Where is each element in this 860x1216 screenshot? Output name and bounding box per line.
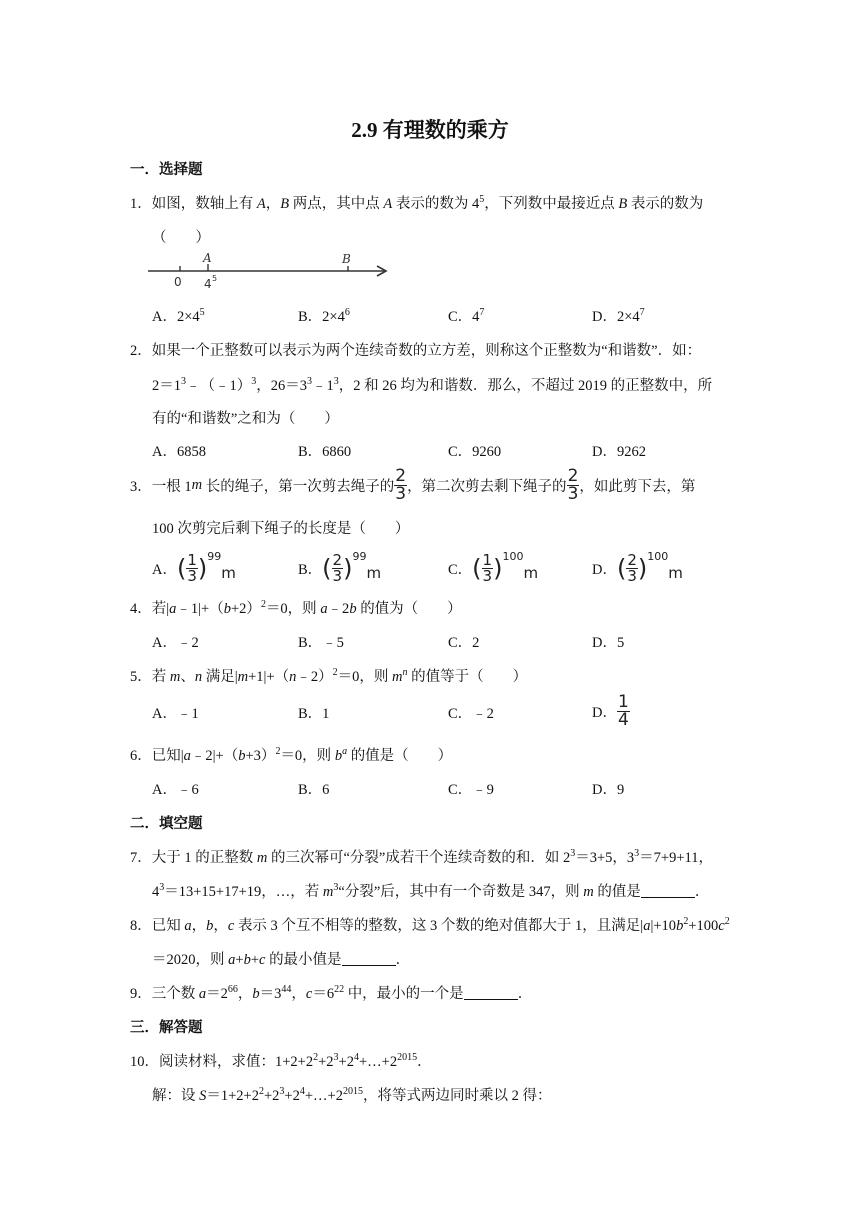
q3-option-b: B．( $\frac{2}{3}$ )$^{99}$m	[298, 550, 382, 586]
question-2-line-3: 有的“和谐数”之和为（ ）	[152, 411, 339, 427]
question-10-text: 10．阅读材料，求值：$1+2+2^2+2^3+2^4+\dots+2^{2015}$．	[130, 1052, 432, 1070]
question-3-line-1: 3．一根 1m 长的绳子，第一次剪去绳子的 $\frac{2}{3}$ ，第二次剪去剩下绳子的 $\frac{2}{3}$ ，如此剪下去，第	[130, 466, 696, 504]
fraction-two-thirds: $\frac{2}{3}$	[567, 466, 579, 504]
q5-option-a: A．﹣1	[152, 706, 199, 722]
q2-option-a: A．6858	[152, 444, 206, 460]
question-9-text: 9．三个数 $a=2^{66}$，$b=3^{44}$，$c=6^{22}$ 中，最小的一个是 ．	[130, 984, 533, 1002]
label-a-exp: 5	[212, 274, 218, 283]
question-5-text: 5．若 m、n 满足|m+1|+（n﹣2）$^2$＝0，则 $m^n$ 的值等于（ ）	[130, 667, 528, 685]
number-line-figure	[146, 248, 392, 292]
question-3-line-2: 100 次剪完后剩下绳子的长度是（ ）	[152, 521, 410, 537]
q2-option-b: B．6860	[298, 444, 352, 460]
section-heading-answer: 三．解答题	[130, 1020, 203, 1036]
question-7-line-2: $4^3=13+15+17+19$，…，若 $m^3“$分裂”后，其中有一个奇数是 347，则 m 的值是 ．	[152, 882, 710, 900]
q4-option-b: B．﹣5	[298, 635, 344, 651]
label-b: B	[342, 252, 351, 266]
question-10-solution: 解：设 $S=1+2+2^2+2^3+2^4+\dots+2^{2015}$，将等式两边同时乘以 2 得：	[152, 1086, 552, 1104]
q1-option-a: A．$2\times 4^5$	[152, 307, 205, 325]
question-1-text: 1．如图，数轴上有 A，B 两点，其中点 A 表示的数为 $4^5$，下列数中最接近点 B 表示的数为	[130, 194, 704, 212]
label-zero: 0	[174, 275, 182, 289]
question-2-line-2: $2=1^3﹣(﹣1)^3$，$26=3^3﹣1^3$，2 和 26 均为和谐数．那么，不超过 2019 的正整数中，所	[152, 376, 713, 394]
label-a-value: 4	[204, 277, 212, 291]
q2-option-d: D．9262	[592, 444, 646, 460]
q4-option-a: A．﹣2	[152, 635, 199, 651]
q5-option-d: D． $\frac{1}{4}$	[592, 692, 629, 730]
q3-option-d: D．( $\frac{2}{3}$ )$^{100}$m	[592, 550, 683, 586]
answer-blank[interactable]	[641, 885, 695, 898]
q1-option-d: D．$2\times 4^7$	[592, 307, 645, 325]
question-8-line-2: ＝2020，则 a+b+c 的最小值是 ．	[152, 952, 411, 968]
fraction-one-quarter: $\frac{1}{4}$	[617, 692, 629, 730]
q6-option-d: D．9	[592, 782, 625, 798]
question-2-line-1: 2．如果一个正整数可以表示为两个连续奇数的立方差，则称这个正整数为“和谐数”．如：	[130, 343, 702, 359]
q6-option-b: B．6	[298, 782, 330, 798]
fraction-two-thirds: $\frac{2}{3}$	[395, 466, 407, 504]
q5-option-b: B．1	[298, 706, 330, 722]
answer-blank[interactable]	[464, 987, 518, 1000]
q4-option-c: C．2	[448, 635, 480, 651]
label-a: A	[203, 251, 212, 265]
answer-blank[interactable]	[342, 953, 396, 966]
question-8-line-1: 8．已知 a，b，c 表示 3 个互不相等的整数，这 3 个数的绝对值都大于 1，且满足$|a|+10b^2+100c^2$	[130, 916, 730, 934]
q3-option-c: C．( $\frac{1}{3}$ )$^{100}$m	[448, 550, 539, 586]
section-heading-fill: 二．填空题	[130, 816, 203, 832]
q6-option-c: C．﹣9	[448, 782, 494, 798]
q5-option-c: C．﹣2	[448, 706, 494, 722]
question-7-line-1: 7．大于 1 的正整数 m 的三次幂可“分裂”成若干个连续奇数的和．如 $2^3=3+5$，$3^3=7+9+11$，	[130, 848, 713, 866]
section-heading-choice: 一．选择题	[130, 162, 203, 178]
q4-option-d: D．5	[592, 635, 625, 651]
q6-option-a: A．﹣6	[152, 782, 199, 798]
question-1-answer-paren: （ ）	[152, 230, 210, 246]
q3-option-a: A．( $\frac{1}{3}$ )$^{99}$m	[152, 550, 236, 586]
page-title: 2.9 有理数的乘方	[351, 118, 509, 142]
question-4-text: 4．若$|a﹣1|+(b+2)^2=0$，则 a﹣2b 的值为（ ）	[130, 599, 462, 617]
q1-option-c: C．$4^7$	[448, 307, 485, 325]
q1-option-b: B．$2\times 4^6$	[298, 307, 350, 325]
question-6-text: 6．已知$|a﹣2|+(b+3)^2=0$，则 $b^a$ 的值是（ ）	[130, 746, 453, 764]
q2-option-c: C．9260	[448, 444, 502, 460]
